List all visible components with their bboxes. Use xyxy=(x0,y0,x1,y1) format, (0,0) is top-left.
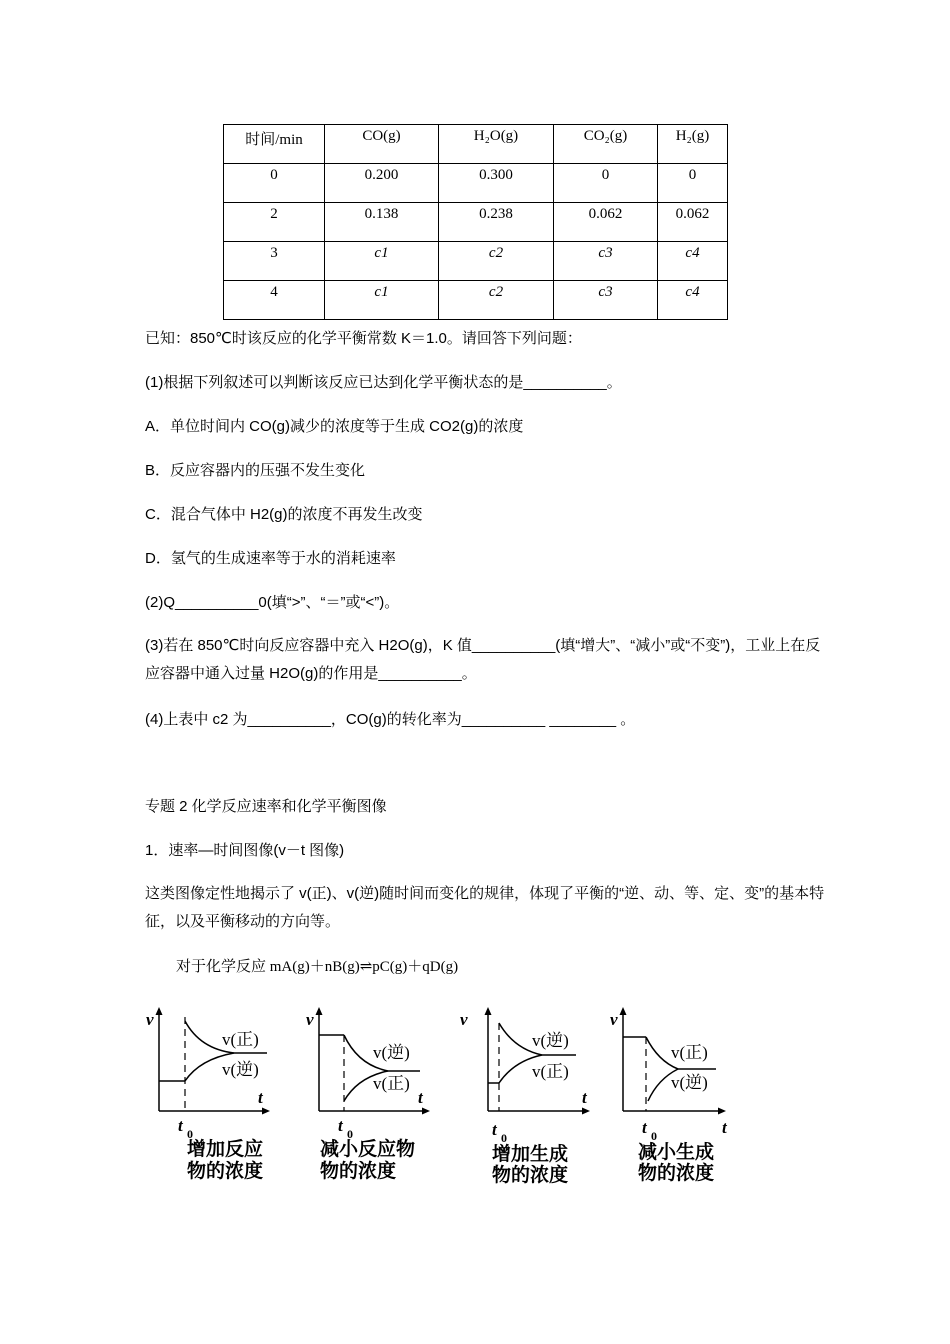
graph-increase-product xyxy=(458,1005,608,1185)
y-axis-label: v xyxy=(460,1010,468,1029)
y-axis-arrow-icon xyxy=(316,1007,323,1015)
t0-label: t xyxy=(178,1116,183,1135)
option-a: A．单位时间内 CO(g)减少的浓度等于生成 CO2(g)的浓度 xyxy=(145,418,524,435)
table-cell: c3 xyxy=(554,242,658,281)
table-cell: c2 xyxy=(439,281,554,320)
table-header-cell: CO₂(g) xyxy=(554,125,658,164)
option-b: B．反应容器内的压强不发生变化 xyxy=(145,462,366,479)
graph-caption-line1: 减小反应物 xyxy=(320,1139,416,1160)
option-c: C．混合气体中 H2(g)的浓度不再发生改变 xyxy=(145,506,423,523)
table-cell: c4 xyxy=(658,281,728,320)
table-row xyxy=(224,203,728,242)
table-cell: 2 xyxy=(224,203,325,242)
y-axis-arrow-icon xyxy=(620,1007,627,1015)
t0-subscript: 0 xyxy=(651,1129,657,1143)
table-cell: 0.200 xyxy=(325,164,439,203)
description-paragraph: 这类图像定性地揭示了 v(正)、v(逆)随时间而变化的规律，体现了平衡的“逆、动、等、定、变”的基本特征，以及平衡移动的方向等。 xyxy=(145,885,825,930)
graph-caption-line2: 物的浓度 xyxy=(320,1161,397,1182)
upper-curve-label: v(正) xyxy=(222,1030,259,1049)
lower-curve-label: v(正) xyxy=(532,1062,569,1081)
lower-curve-label: v(逆) xyxy=(222,1060,259,1079)
table-header-cell: CO(g) xyxy=(325,125,439,164)
x-axis-label: t xyxy=(258,1088,263,1107)
x-axis-arrow-icon xyxy=(718,1108,726,1115)
x-axis-arrow-icon xyxy=(582,1108,590,1115)
y-axis-arrow-icon xyxy=(156,1007,163,1015)
y-axis-label: v xyxy=(146,1010,154,1029)
table-cell: 0.238 xyxy=(439,203,554,242)
upper-curve-label: v(正) xyxy=(671,1043,708,1062)
table-cell: c2 xyxy=(439,242,554,281)
graph-increase-reactant xyxy=(140,1005,290,1185)
x-axis-arrow-icon xyxy=(422,1108,430,1115)
lower-curve-label: v(正) xyxy=(373,1074,410,1093)
graph-caption-line1: 减小生成 xyxy=(638,1142,715,1163)
table-cell: 0 xyxy=(554,164,658,203)
table-cell: 0.062 xyxy=(554,203,658,242)
subheading-1: 1．速率—时间图像(v－t 图像) xyxy=(145,842,345,859)
x-axis-label: t xyxy=(418,1088,423,1107)
upper-curve-label: v(逆) xyxy=(373,1043,410,1062)
table-cell: 0 xyxy=(658,164,728,203)
table-header-cell: 时间/min xyxy=(224,125,325,164)
table-row xyxy=(224,164,728,203)
table-header-cell: H₂O(g) xyxy=(439,125,554,164)
question-2: (2)Q__________0(填“>”、“＝”或“<”)。 xyxy=(145,594,400,611)
question-3: (3)若在 850℃时向反应容器中充入 H2O(g)，K 值__________(填“增大”、“减小”或“不变”)，工业上在反应容器中通入过量 H2O(g)的作用是__________。 xyxy=(145,637,821,682)
t0-label: t xyxy=(642,1118,647,1137)
y-axis-label: v xyxy=(306,1010,314,1029)
graph-caption-line1: 增加反应 xyxy=(187,1139,264,1160)
table-cell: c3 xyxy=(554,281,658,320)
x-axis-arrow-icon xyxy=(262,1108,270,1115)
table-cell: 0 xyxy=(224,164,325,203)
graph-caption-line2: 物的浓度 xyxy=(187,1161,264,1182)
table-cell: 0.138 xyxy=(325,203,439,242)
table-row xyxy=(224,281,728,320)
table-header-row xyxy=(224,125,728,164)
table-cell: 0.062 xyxy=(658,203,728,242)
table-cell: c4 xyxy=(658,242,728,281)
upper-curve-label: v(逆) xyxy=(532,1031,569,1050)
table-cell: 0.300 xyxy=(439,164,554,203)
graph-decrease-reactant xyxy=(300,1005,450,1185)
graph-caption-line1: 增加生成 xyxy=(492,1144,569,1165)
graph-decrease-product xyxy=(604,1005,754,1185)
x-axis-label: t xyxy=(722,1118,727,1137)
t0-subscript: 0 xyxy=(187,1127,193,1141)
t0-label: t xyxy=(338,1116,343,1135)
topic-heading: 专题 2 化学反应速率和化学平衡图像 xyxy=(145,798,387,815)
table-header-cell: H₂(g) xyxy=(658,125,728,164)
table-cell: 4 xyxy=(224,281,325,320)
table-cell: c1 xyxy=(325,242,439,281)
x-axis-label: t xyxy=(582,1088,587,1107)
t0-label: t xyxy=(492,1120,497,1139)
table-cell: c1 xyxy=(325,281,439,320)
reaction-equation: 对于化学反应 mA(g)＋nB(g)⇌pC(g)＋qD(g) xyxy=(176,959,459,975)
known-condition: 已知：850℃时该反应的化学平衡常数 K＝1.0。请回答下列问题： xyxy=(145,330,582,347)
lower-curve-label: v(逆) xyxy=(671,1073,708,1092)
table-row xyxy=(224,242,728,281)
table-cell: 3 xyxy=(224,242,325,281)
graph-caption-line2: 物的浓度 xyxy=(638,1163,715,1184)
option-d: D．氢气的生成速率等于水的消耗速率 xyxy=(145,550,396,567)
t0-subscript: 0 xyxy=(347,1127,353,1141)
t0-subscript: 0 xyxy=(501,1131,507,1145)
concentration-table xyxy=(223,124,728,320)
y-axis-arrow-icon xyxy=(485,1007,492,1015)
question-1: (1)根据下列叙述可以判断该反应已达到化学平衡状态的是__________。 xyxy=(145,374,622,391)
y-axis-label: v xyxy=(610,1010,618,1029)
graph-caption-line2: 物的浓度 xyxy=(492,1165,569,1185)
question-4: (4)上表中 c2 为__________，CO(g)的转化率为__________ ________ 。 xyxy=(145,711,636,728)
